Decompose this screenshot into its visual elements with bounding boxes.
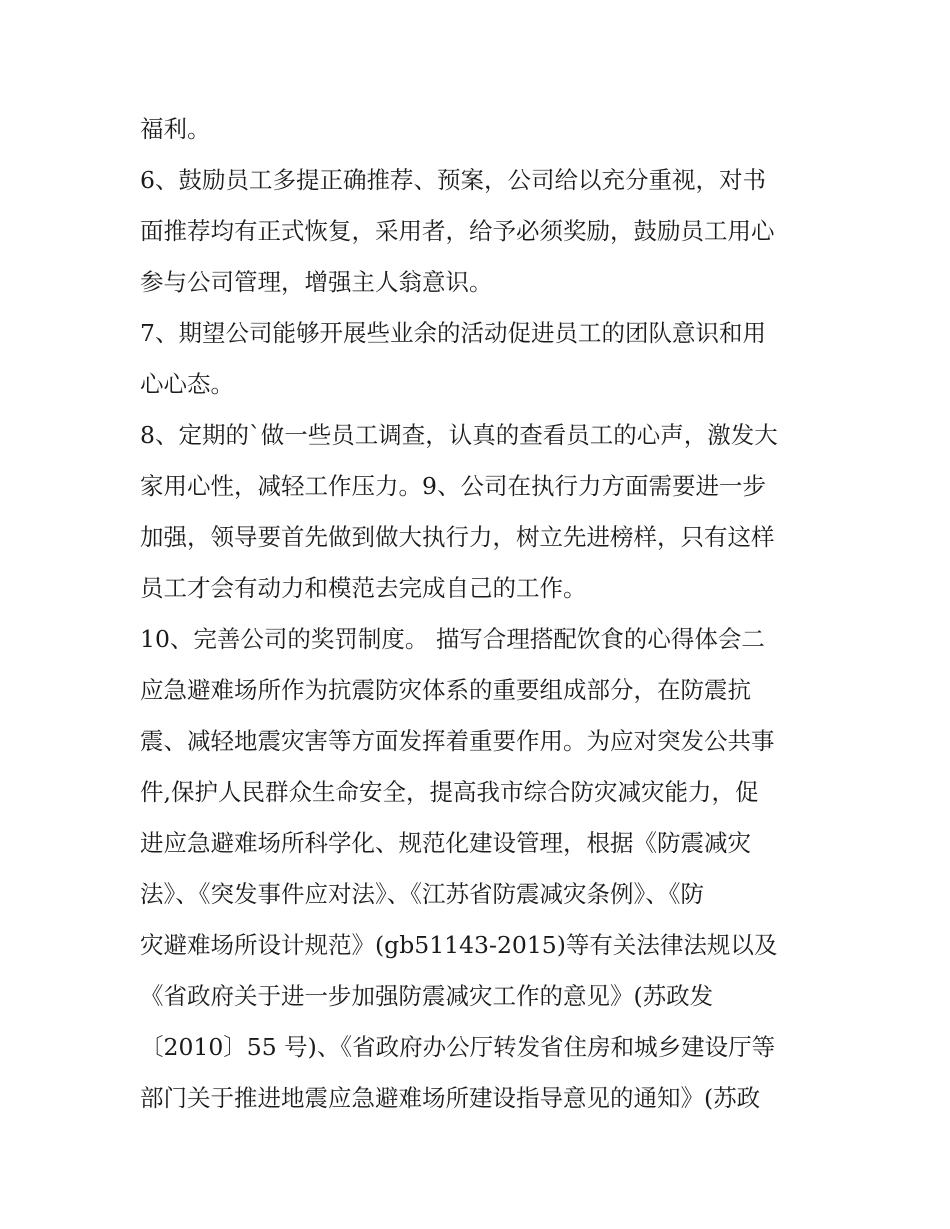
text-line: 灾避难场所设计规范》(gb51143-2015)等有关法律法规以及 [140, 931, 778, 959]
text-line: 7、期望公司能够开展些业余的活动促进员工的团队意识和用 [140, 319, 766, 347]
text-line: 福利。 [140, 115, 211, 143]
text-line: 加强，领导要首先做到做大执行力，树立先进榜样，只有这样 [140, 523, 775, 551]
text-line: 震、减轻地震灾害等方面发挥着重要作用。为应对突发公共事 [140, 727, 775, 755]
text-line: 进应急避难场所科学化、规范化建设管理，根据《防震减灾 [140, 829, 751, 857]
text-line: 心心态。 [140, 370, 234, 398]
text-line: 员工才会有动力和模范去完成自己的工作。 [140, 574, 587, 602]
text-line: 面推荐均有正式恢复，采用者，给予必须奖励，鼓励员工用心 [140, 217, 775, 245]
text-line: 6、鼓励员工多提正确推荐、预案，公司给以充分重视，对书 [140, 166, 766, 194]
text-line: 〔2010〕55 号)、《省政府办公厅转发省住房和城乡建设厅等 [140, 1033, 776, 1061]
text-line: 件,保护人民群众生命安全，提高我市综合防灾减灾能力，促 [140, 778, 759, 806]
text-line: 《省政府关于进一步加强防震减灾工作的意见》(苏政发 [140, 982, 714, 1010]
text-line: 部门关于推进地震应急避难场所建设指导意见的通知》(苏政 [140, 1084, 761, 1112]
text-line: 参与公司管理，增强主人翁意识。 [140, 268, 493, 296]
text-line: 法》、《突发事件应对法》、《江苏省防震减灾条例》、《防 [140, 880, 704, 908]
text-line: 8、定期的`做一些员工调查，认真的查看员工的心声，激发大 [140, 421, 778, 449]
text-line: 家用心性，减轻工作压力。9、公司在执行力方面需要进一步 [140, 472, 766, 500]
text-line: 10、完善公司的奖罚制度。 描写合理搭配饮食的心得体会二 [140, 625, 765, 653]
text-line: 应急避难场所作为抗震防灾体系的重要组成部分，在防震抗 [140, 676, 751, 704]
